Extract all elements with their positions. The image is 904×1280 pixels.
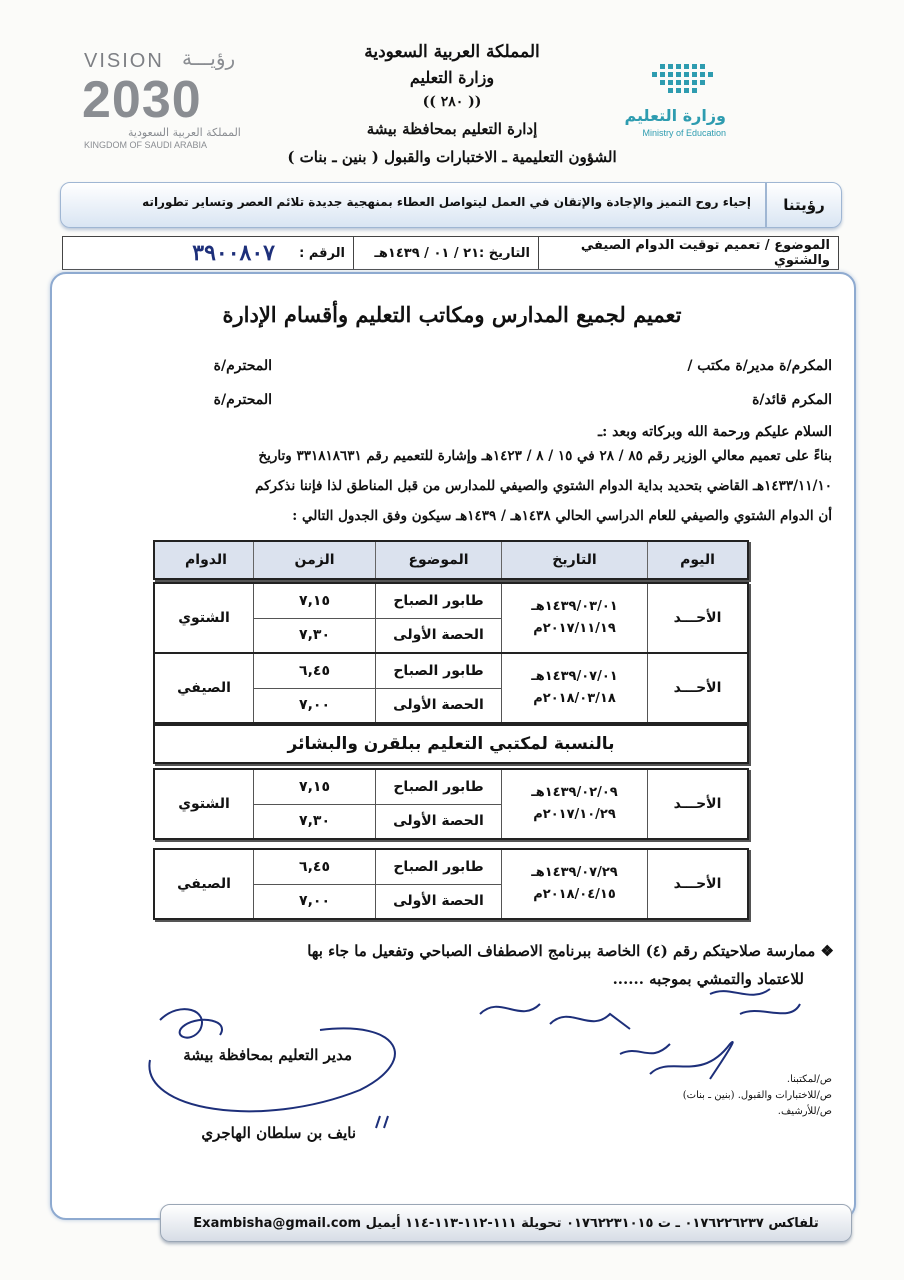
ministry-dots-icon [606, 58, 726, 104]
vision-kingdom-en: KINGDOM OF SAUDI ARABIA [84, 140, 208, 150]
vision-label: رؤيتنا [765, 183, 841, 227]
vision-year: 2030 [82, 71, 202, 129]
cc-2: ص/للاختبارات والقبول. (بنين ـ بنات) [682, 1090, 832, 1101]
date-hijri: ١٤٣٩/٠٧/٢٩هـ [531, 865, 618, 880]
body-line-1: بناءً على تعميم معالي الوزير رقم ٨٥ / ٢٨ في ١٥ / ٨ / ١٤٢٣هـ وإشارة للتعميم رقم ٣٣١٨١٨٦٣١ وتاريخ [258, 448, 832, 464]
subject-cell [375, 654, 501, 722]
cc-3: ص/للأرشيف. [777, 1106, 832, 1117]
bullet-icon: ❖ [820, 942, 834, 960]
day-cell: الأحـــد [647, 770, 747, 838]
signature-scribble-icon [140, 1000, 420, 1130]
circular-title: تعميم لجميع المدارس ومكاتب التعليم وأقسام الإدارة [222, 302, 682, 327]
col-time: الزمن [253, 542, 375, 578]
shift-cell: الشتوي [178, 796, 230, 812]
subject-2: الحصة الأولى [393, 813, 484, 829]
date-cell [501, 584, 647, 652]
shift-cell: الشتوي [178, 610, 230, 626]
ministry-logo-ar: وزارة التعليم [624, 106, 726, 125]
vision-statement-bar [60, 182, 842, 228]
signatory-role: مدير التعليم بمحافظة بيشة [183, 1046, 352, 1064]
subject-1: طابور الصباح [376, 654, 501, 689]
handwritten-annotation-icon [470, 984, 810, 1094]
date-gregorian: ٢٠١٧/١٠/٢٩م [533, 807, 616, 822]
time-cell [253, 770, 375, 838]
time-1: ٦,٤٥ [254, 850, 375, 885]
date-hijri: ١٤٣٩/٠٧/٠١هـ [531, 669, 618, 684]
date-hijri: ١٤٣٩/٠٢/٠٩هـ [531, 785, 618, 800]
date-hijri: ١٤٣٩/٠٣/٠١هـ [531, 599, 618, 614]
subject-row [62, 236, 839, 270]
table-row [153, 848, 749, 920]
subject-2: الحصة الأولى [393, 893, 484, 909]
subject-2: الحصة الأولى [393, 697, 484, 713]
subject-1: طابور الصباح [376, 584, 501, 619]
col-subject: الموضوع [375, 542, 501, 578]
subject-cell [375, 770, 501, 838]
subject-2: الحصة الأولى [393, 627, 484, 643]
table-row [153, 652, 749, 724]
note-line-1 [307, 942, 834, 960]
addressee-2: المكرم قائد/ة [752, 392, 832, 408]
ministry-title: وزارة التعليم [409, 68, 495, 87]
ministry-logo-en: Ministry of Education [642, 128, 726, 138]
day-cell: الأحـــد [647, 850, 747, 918]
time-2: ٧,٣٠ [299, 627, 330, 643]
day-cell: الأحـــد [647, 654, 747, 722]
number-value: ٣٩٠٠٨٠٧ [192, 240, 275, 266]
date-cell [501, 770, 647, 838]
vision-kingdom-ar: المملكة العربية السعودية [128, 126, 241, 139]
offices-band: بالنسبة لمكتبي التعليم ببلقرن والبشائر [153, 724, 749, 764]
col-shift: الدوام [185, 552, 227, 568]
time-cell [253, 654, 375, 722]
department-title: إدارة التعليم بمحافظة بيشة [366, 120, 538, 138]
col-day: اليوم [647, 542, 747, 578]
date-gregorian: ٢٠١٧/١١/١٩م [533, 621, 616, 636]
time-cell [253, 584, 375, 652]
subject-1: طابور الصباح [376, 770, 501, 805]
addressee-2-respect: المحترم/ة [213, 392, 272, 408]
time-1: ٧,١٥ [254, 770, 375, 805]
note-line-2: للاعتماد والتمشي بموجبه ...... [612, 970, 804, 988]
signatory-name: نايف بن سلطان الهاجري [201, 1124, 356, 1142]
vision-word-en: VISION [84, 50, 164, 72]
note-text-1: ممارسة صلاحيتكم رقم (٤) الخاصة ببرنامج الاصطفاف الصباحي وتفعيل ما جاء بها [307, 942, 816, 960]
table-row [153, 582, 749, 654]
subject-cell [375, 850, 501, 918]
date-cell [501, 654, 647, 722]
date-cell [501, 850, 647, 918]
section-title: الشؤون التعليمية ـ الاختبارات والقبول ( بنين ـ بنات ) [287, 148, 617, 166]
shift-cell: الصيفي [177, 876, 231, 892]
footer-contact-bar: تلفاكس ٠١٧٦٢٢٦٢٣٧ ـ ت ٠١٧٦٢٢٣١٠١٥ تحويلة ١١١-١١٢-١١٣-١١٤ أيميل Exambisha@gmail.com [160, 1204, 852, 1242]
date-text: التاريخ :٢١ / ٠١ / ١٤٣٩هـ [353, 237, 538, 269]
date-gregorian: ٢٠١٨/٠٣/١٨م [533, 691, 616, 706]
subject-cell [375, 584, 501, 652]
shift-cell: الصيفي [177, 680, 231, 696]
subject-text: الموضوع / تعميم توقيت الدوام الصيفي والشتوي [538, 237, 838, 269]
cc-1: ص/لمكتبنا. [786, 1074, 832, 1085]
date-gregorian: ٢٠١٨/٠٤/١٥م [533, 887, 616, 902]
time-2: ٧,٣٠ [299, 813, 330, 829]
body-line-3: أن الدوام الشتوي والصيفي للعام الدراسي الحالي ١٤٣٨هـ / ١٤٣٩هـ سيكون وفق الجدول التالي : [292, 508, 832, 524]
vision-text: إحياء روح التميز والإجادة والإتقان في العمل ليتواصل العطاء بمنهجية جديدة تلائم العصر وتساير تطوراته [142, 195, 751, 209]
number-label: الرقم : [299, 245, 345, 261]
vision-word-ar: رؤيـــة [182, 46, 236, 70]
time-2: ٧,٠٠ [299, 697, 330, 713]
subject-1: طابور الصباح [376, 850, 501, 885]
greeting: السلام عليكم ورحمة الله وبركاته وبعد :ـ [598, 424, 832, 440]
body-line-2: ١٤٣٣/١١/١٠هـ القاضي بتحديد بداية الدوام الشتوي والصيفي للمدارس من قبل المناطق لذا فإننا نذكركم [255, 478, 832, 494]
table-row [153, 768, 749, 840]
day-cell: الأحـــد [647, 584, 747, 652]
ministry-logo [606, 58, 726, 148]
department-code: (( ٢٨٠ )) [422, 94, 482, 110]
time-2: ٧,٠٠ [299, 893, 330, 909]
addressee-1: المكرم/ة مدير/ة مكتب / [687, 358, 832, 374]
vision-2030-logo [78, 44, 258, 154]
kingdom-title: المملكة العربية السعودية [364, 42, 540, 62]
time-1: ٧,١٥ [254, 584, 375, 619]
time-1: ٦,٤٥ [254, 654, 375, 689]
time-cell [253, 850, 375, 918]
table-header [153, 540, 749, 580]
col-date: التاريخ [501, 542, 647, 578]
addressee-1-respect: المحترم/ة [213, 358, 272, 374]
